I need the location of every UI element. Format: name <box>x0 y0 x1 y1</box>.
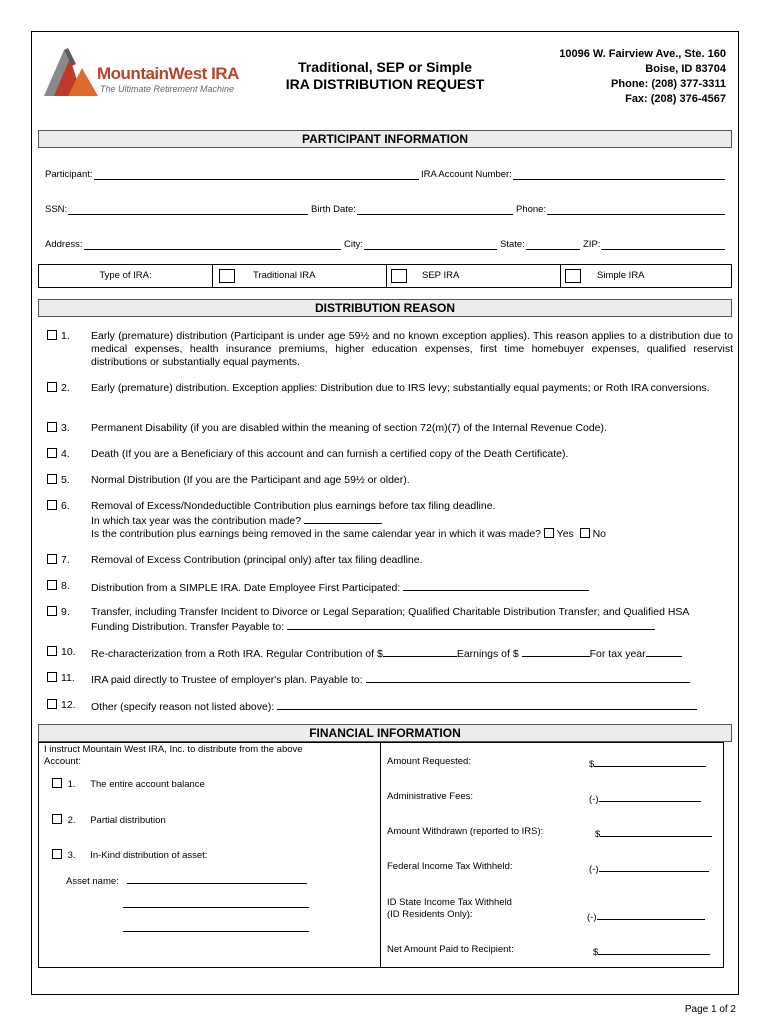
federal-tax-line[interactable] <box>599 861 709 872</box>
state-tax-label: ID State Income Tax Withheld <box>387 897 512 908</box>
net-amount-row[interactable] <box>387 944 717 958</box>
reason-6-number: 6. <box>61 500 70 512</box>
reason-3-checkbox[interactable] <box>47 422 57 432</box>
partial-checkbox[interactable] <box>52 814 62 824</box>
admin-fees-line[interactable] <box>599 791 701 802</box>
reason-1-number: 1. <box>61 330 70 342</box>
birth-date-field[interactable] <box>311 201 513 215</box>
reason-9-text: Transfer, including Transfer Incident to Divorce or Legal Separation; Qualified Charitable Distribution Transfer; and Qualified HSA <box>91 606 690 618</box>
reason-9[interactable] <box>47 606 733 634</box>
address-field[interactable] <box>45 236 341 250</box>
sep-checkbox[interactable] <box>391 269 407 283</box>
company-address <box>500 47 726 107</box>
reason-4[interactable] <box>47 448 733 461</box>
admin-fees-prefix: (-) <box>589 794 599 805</box>
federal-tax-row[interactable] <box>387 861 717 875</box>
asset-name-line-2[interactable] <box>123 907 309 908</box>
reason-10-number: 10. <box>61 646 76 658</box>
option-partial[interactable] <box>52 814 166 826</box>
admin-fees-label: Administrative Fees: <box>387 791 474 802</box>
reason-8-number: 8. <box>61 580 70 592</box>
reason-1[interactable] <box>47 330 733 369</box>
instruct-line2: Account: <box>44 756 81 767</box>
title-line1: Traditional, SEP or Simple <box>297 59 472 75</box>
sep-label: SEP IRA <box>422 270 460 281</box>
account-number-field[interactable] <box>421 166 725 180</box>
address-line2: Boise, ID 83704 <box>645 63 726 75</box>
reason-10[interactable] <box>47 646 733 661</box>
state-tax-line[interactable] <box>597 909 705 920</box>
reason-12-number: 12. <box>61 699 76 711</box>
reason-3-text: Permanent Disability (if you are disabled within the meaning of section 72(m)(7) of the Internal Revenue Code). <box>91 422 607 434</box>
option-3-number: 3. <box>67 850 76 861</box>
reason-1-text: Early (premature) distribution (Participant is under age 59½ and no known exception applies). This reason applies to a distribution due to medical expenses, health insurance premiums, higher education expenses, first time homebuyer expenses, qualified reservist distributions or substantially equal payments. <box>91 330 733 368</box>
asset-name-label: Asset name: <box>66 876 119 887</box>
net-amount-prefix: $ <box>593 947 599 958</box>
phone-field[interactable] <box>516 201 725 215</box>
amount-requested-row[interactable] <box>387 756 717 770</box>
same-year-no-checkbox[interactable] <box>580 528 590 538</box>
recharacterization-tax-year-line[interactable] <box>646 646 682 657</box>
net-amount-label: Net Amount Paid to Recipient: <box>387 944 514 955</box>
amount-withdrawn-row[interactable] <box>387 826 717 840</box>
amount-requested-line[interactable] <box>594 756 706 767</box>
reason-6-same-year-question: Is the contribution plus earnings being removed in the same calendar year in which it was made? <box>91 528 541 540</box>
city-label: City: <box>344 239 363 250</box>
ira-type-label: Type of IRA: <box>39 265 213 287</box>
option-entire-balance[interactable] <box>52 778 205 790</box>
reason-7-checkbox[interactable] <box>47 554 57 564</box>
amount-requested-label: Amount Requested: <box>387 756 471 767</box>
reason-5-number: 5. <box>61 474 70 486</box>
logo-tagline: The Ultimate Retirement Machine <box>100 84 235 94</box>
page-title <box>250 59 520 93</box>
ssn-label: SSN: <box>45 204 68 215</box>
transfer-payable-line[interactable] <box>287 619 655 630</box>
reason-6[interactable] <box>47 500 733 541</box>
reason-5-checkbox[interactable] <box>47 474 57 484</box>
reason-10-tax-year-label: For tax year <box>589 648 646 660</box>
ira-type-table <box>38 264 732 288</box>
reason-8-checkbox[interactable] <box>47 580 57 590</box>
financial-divider <box>380 742 381 968</box>
address-label: Address: <box>45 239 83 250</box>
state-tax-label-2: (ID Residents Only): <box>387 909 473 920</box>
participant-label: Participant: <box>45 169 93 180</box>
reason-5[interactable] <box>47 474 733 487</box>
traditional-checkbox[interactable] <box>219 269 235 283</box>
state-label: State: <box>500 239 525 250</box>
simple-participation-date-line[interactable] <box>403 580 589 591</box>
reason-1-checkbox[interactable] <box>47 330 57 340</box>
city-field[interactable] <box>344 236 497 250</box>
amount-withdrawn-prefix: $ <box>595 829 601 840</box>
trustee-payable-line[interactable] <box>366 672 690 683</box>
entire-balance-checkbox[interactable] <box>52 778 62 788</box>
zip-label: ZIP: <box>583 239 601 250</box>
reason-9-payable-label: Funding Distribution. Transfer Payable to: <box>91 621 285 633</box>
earnings-line[interactable] <box>522 646 590 657</box>
reason-7-text: Removal of Excess Contribution (principal only) after tax filing deadline. <box>91 554 423 566</box>
participant-section-header: PARTICIPANT INFORMATION <box>38 130 732 148</box>
reason-12-text: Other (specify reason not listed above): <box>91 701 275 713</box>
reason-12-checkbox[interactable] <box>47 699 57 709</box>
reason-2[interactable] <box>47 382 733 395</box>
reason-11-checkbox[interactable] <box>47 672 57 682</box>
option-3-label: In-Kind distribution of asset: <box>90 850 208 861</box>
reason-3[interactable] <box>47 422 733 435</box>
reason-2-checkbox[interactable] <box>47 382 57 392</box>
reason-9-number: 9. <box>61 606 70 618</box>
same-year-yes-label: Yes <box>556 528 574 540</box>
simple-checkbox[interactable] <box>565 269 581 283</box>
asset-name-field[interactable] <box>66 873 307 887</box>
regular-contribution-line[interactable] <box>383 646 457 657</box>
reason-6-checkbox[interactable] <box>47 500 57 510</box>
asset-name-line-3[interactable] <box>123 931 309 932</box>
reason-11-number: 11. <box>61 672 75 684</box>
reason-7[interactable] <box>47 554 733 567</box>
reason-11[interactable] <box>47 672 733 687</box>
reason-2-number: 2. <box>61 382 70 394</box>
reason-6-tax-year-question: In which tax year was the contribution made? <box>91 515 302 527</box>
account-number-label: IRA Account Number: <box>421 169 512 180</box>
asset-name-line[interactable] <box>127 873 307 884</box>
company-fax: Fax: (208) 376-4567 <box>625 93 726 105</box>
reason-4-checkbox[interactable] <box>47 448 57 458</box>
phone-label: Phone: <box>516 204 547 215</box>
logo-brand: MountainWest IRA <box>97 64 239 83</box>
ira-option-traditional[interactable] <box>213 265 387 287</box>
company-phone: Phone: (208) 377-3311 <box>611 78 726 90</box>
address-line1: 10096 W. Fairview Ave., Ste. 160 <box>559 48 726 60</box>
amount-withdrawn-line[interactable] <box>600 826 712 837</box>
reason-12[interactable] <box>47 699 733 714</box>
reason-6-text: Removal of Excess/Nondeductible Contribution plus earnings before tax filing deadline. <box>91 500 496 512</box>
same-year-yes-checkbox[interactable] <box>544 528 554 538</box>
reason-11-text: IRA paid directly to Trustee of employer's plan. Payable to: <box>91 674 363 686</box>
reason-4-text: Death (If you are a Beneficiary of this account and can furnish a certified copy of the Death Certificate). <box>91 448 569 460</box>
traditional-label: Traditional IRA <box>253 270 316 281</box>
reason-9-checkbox[interactable] <box>47 606 57 616</box>
tax-year-line[interactable] <box>304 513 382 524</box>
title-line2: IRA DISTRIBUTION REQUEST <box>285 76 485 92</box>
reason-8-text: Distribution from a SIMPLE IRA. Date Employee First Participated: <box>91 582 401 594</box>
page-number: Page 1 of 2 <box>684 1004 736 1015</box>
ira-option-sep[interactable] <box>387 265 561 287</box>
reason-7-number: 7. <box>61 554 70 566</box>
state-tax-prefix: (-) <box>587 912 597 923</box>
reason-2-text: Early (premature) distribution. Exception applies: Distribution due to IRS levy; substantially equal payments; or Roth IRA conversions. <box>91 382 710 394</box>
reason-10-text: Re-characterization from a Roth IRA. Regular Contribution of $ <box>91 648 383 660</box>
reason-4-number: 4. <box>61 448 70 460</box>
state-field[interactable] <box>500 236 580 250</box>
option-1-number: 1. <box>67 779 76 790</box>
zip-field[interactable] <box>583 236 725 250</box>
logo <box>42 46 239 98</box>
ira-option-simple[interactable] <box>561 265 731 287</box>
option-in-kind[interactable] <box>52 849 207 861</box>
admin-fees-row[interactable] <box>387 791 717 805</box>
distribution-section-header: DISTRIBUTION REASON <box>38 299 732 317</box>
option-2-label: Partial distribution <box>90 815 166 826</box>
amount-requested-prefix: $ <box>589 759 595 770</box>
reason-10-checkbox[interactable] <box>47 646 57 656</box>
option-1-label: The entire account balance <box>90 779 205 790</box>
reason-10-earnings-label: Earnings of $ <box>456 648 519 660</box>
reason-8[interactable] <box>47 580 733 595</box>
financial-section-header: FINANCIAL INFORMATION <box>38 724 732 742</box>
birth-date-label: Birth Date: <box>311 204 356 215</box>
state-tax-row[interactable] <box>387 897 717 921</box>
federal-tax-label: Federal Income Tax Withheld: <box>387 861 513 872</box>
ssn-field[interactable] <box>45 201 308 215</box>
reason-5-text: Normal Distribution (If you are the Participant and age 59½ or older). <box>91 474 410 486</box>
distribute-instruction <box>44 744 303 768</box>
same-year-no-label: No <box>592 528 606 540</box>
reason-3-number: 3. <box>61 422 70 434</box>
instruct-line1: I instruct Mountain West IRA, Inc. to distribute from the above <box>44 744 303 755</box>
simple-label: Simple IRA <box>597 270 645 281</box>
participant-field[interactable] <box>45 166 419 180</box>
amount-withdrawn-label: Amount Withdrawn (reported to IRS): <box>387 826 544 837</box>
mountain-logo-icon <box>42 46 102 98</box>
federal-tax-prefix: (-) <box>589 864 599 875</box>
net-amount-line[interactable] <box>598 944 710 955</box>
option-2-number: 2. <box>67 815 76 826</box>
in-kind-checkbox[interactable] <box>52 849 62 859</box>
other-reason-line[interactable] <box>277 699 697 710</box>
